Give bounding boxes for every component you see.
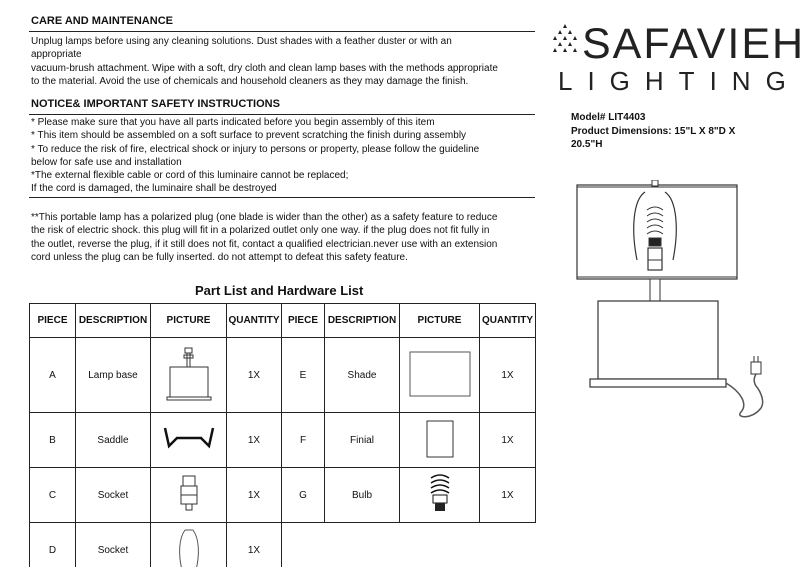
polarized-line: **This portable lamp has a polarized plug (one blade is wider than the other) as a safety feature to reduce (31, 212, 498, 223)
col-header-piece-2: PIECE (282, 304, 325, 338)
piece-cell: B (30, 413, 76, 468)
safety-bottom-divider (29, 197, 535, 198)
piece-cell: E (282, 338, 325, 413)
picture-cell (151, 338, 227, 413)
quantity-cell: 1X (480, 468, 536, 523)
care-line: Unplug lamps before using any cleaning solutions. Dust shades with a feather duster or with an (31, 36, 452, 47)
brand-sub: LIGHTING (558, 66, 801, 96)
picture-cell (151, 413, 227, 468)
finial-icon (424, 419, 456, 459)
picture-cell (400, 413, 480, 468)
empty-cell (282, 523, 536, 567)
picture-cell (400, 468, 480, 523)
col-header-description: DESCRIPTION (76, 304, 151, 338)
shade-icon (408, 350, 472, 398)
quantity-cell: 1X (227, 413, 282, 468)
brand-logo (548, 14, 806, 96)
safety-line: * Please make sure that you have all parts indicated before you begin assembly of this item (31, 117, 435, 128)
table-row (30, 468, 536, 523)
description-cell: Finial (325, 413, 400, 468)
table-row (30, 523, 536, 567)
parts-table (29, 303, 536, 567)
col-header-piece: PIECE (30, 304, 76, 338)
col-header-picture-2: PICTURE (400, 304, 480, 338)
safety-line: * This item should be assembled on a soft surface to prevent scratching the finish during assembly (31, 130, 467, 142)
product-info (571, 111, 735, 152)
product-dimensions-cont: 20.5"H (571, 139, 603, 150)
safety-paragraph (31, 116, 479, 196)
care-line: appropriate (31, 49, 82, 61)
description-cell: Socket (76, 468, 151, 523)
brand-name: SAFAVIEH (582, 20, 806, 68)
table-row (30, 413, 536, 468)
quantity-cell: 1X (480, 413, 536, 468)
piece-cell: F (282, 413, 325, 468)
piece-cell: C (30, 468, 76, 523)
harp-icon (176, 526, 202, 567)
quantity-cell: 1X (227, 468, 282, 523)
quantity-cell: 1X (480, 338, 536, 413)
saddle-icon (161, 424, 217, 454)
safety-divider (29, 114, 535, 115)
safety-line: * To reduce the risk of fire, electrical shock or injury to persons or property, please follow the guideline (31, 143, 480, 155)
care-divider (29, 31, 535, 32)
piece-cell: G (282, 468, 325, 523)
table-header-row (30, 304, 536, 338)
col-header-quantity-2: QUANTITY (480, 304, 536, 338)
safety-heading: NOTICE& IMPORTANT SAFETY INSTRUCTIONS (31, 98, 280, 110)
care-paragraph (31, 35, 498, 88)
polarized-line: the outlet, reverse the plug, if it still does not fit, contact a qualified electrician.never use with an extension (31, 238, 498, 250)
col-header-picture: PICTURE (151, 304, 227, 338)
picture-cell (151, 468, 227, 523)
care-heading: CARE AND MAINTENANCE (31, 15, 173, 27)
care-line: vacuum-brush attachment. Wipe with a soft, dry cloth and clean lamp bases with the methods appropriate (31, 62, 498, 74)
description-cell: Bulb (325, 468, 400, 523)
picture-cell (400, 338, 480, 413)
safety-line: If the cord is damaged, the luminaire shall be destroyed (31, 183, 277, 195)
col-header-description-2: DESCRIPTION (325, 304, 400, 338)
polarized-line: the risk of electric shock. this plug will fit in a polarized outlet only one way. if the plug does not fit fully in (31, 225, 490, 237)
description-cell: Saddle (76, 413, 151, 468)
description-cell: Lamp base (76, 338, 151, 413)
quantity-cell: 1X (227, 338, 282, 413)
chandelier-logo-icon (550, 22, 580, 58)
bulb-icon (425, 473, 455, 515)
col-header-quantity: QUANTITY (227, 304, 282, 338)
safety-line: below for safe use and installation (31, 156, 182, 168)
product-dimensions: Product Dimensions: 15"L X 8"D X (571, 125, 736, 137)
table-row (30, 338, 536, 413)
care-line: to the material. Avoid the use of chemicals and household cleaners as they may damage the finish. (31, 75, 469, 87)
safety-line: *The external flexible cable or cord of this luminaire cannot be replaced; (31, 170, 349, 182)
polarized-line: cord unless the plug can be fully inserted. do not attempt to defeat this safety feature. (31, 251, 408, 263)
picture-cell (151, 523, 227, 567)
lamp-base-icon (164, 346, 214, 402)
polarized-paragraph (31, 211, 497, 264)
description-cell: Shade (325, 338, 400, 413)
socket-icon (177, 474, 201, 514)
lamp-illustration (565, 180, 795, 430)
description-cell: Socket (76, 523, 151, 567)
quantity-cell: 1X (227, 523, 282, 567)
piece-cell: A (30, 338, 76, 413)
parts-table-title: Part List and Hardware List (195, 283, 364, 298)
model-number: Model# LIT4403 (571, 112, 646, 123)
piece-cell: D (30, 523, 76, 567)
